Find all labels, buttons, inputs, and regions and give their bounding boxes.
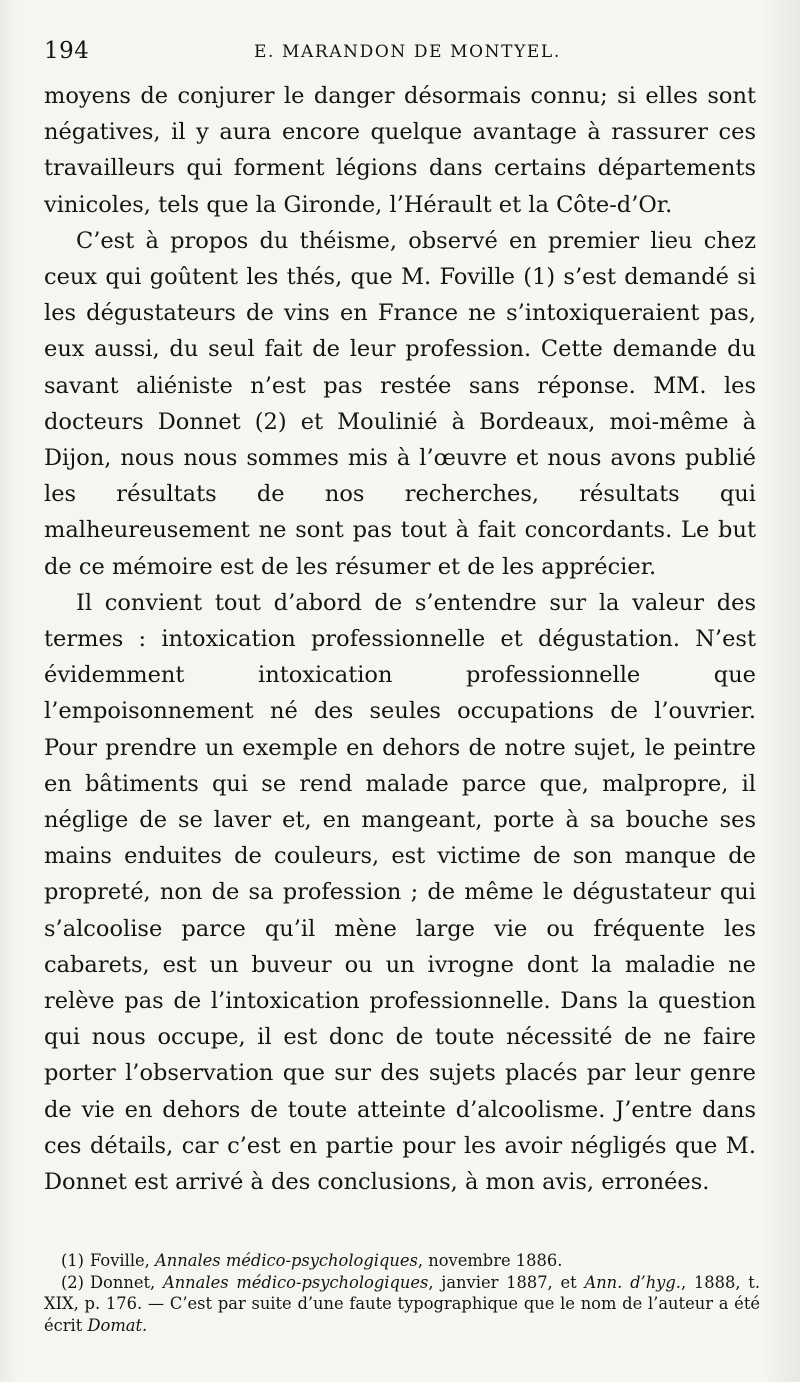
page-header xyxy=(44,38,756,68)
footnote-text: . xyxy=(142,1315,148,1335)
footnote-2 xyxy=(44,1272,760,1337)
footnote-text: , 1888, t. XIX, p. 176. — C’est par suite d’une faute typographique que le nom de l’auteur a été écrit xyxy=(44,1272,760,1335)
footnote-text: , novembre 1886. xyxy=(417,1251,563,1270)
body-text xyxy=(44,78,756,1200)
running-head: E. MARANDON DE MONTYEL. xyxy=(254,42,561,62)
footnote-journal-title: Ann. d’hyg. xyxy=(584,1272,681,1292)
footnote-text: Donnet, xyxy=(90,1272,163,1292)
paragraph: C’est à propos du théisme, observé en premier lieu chez ceux qui goûtent les thés, que M. Foville (1) s’est demandé si les dégustateurs de vins en France ne s’intoxiqueraient pas, eux aussi, du seul fait de leur profession. Cette demande du savant aliéniste n’est pas restée sans réponse. MM. les docteurs Donnet (2) et Moulinié à Bordeaux, moi-même à Dijon, nous nous sommes mis à l’œuvre et nous avons publié les résultats de nos recherches, résultats qui malheureusement ne sont pas tout à fait concordants. Le but de ce mémoire est de les résumer et de les apprécier. xyxy=(44,227,756,580)
paragraph: Il convient tout d’abord de s’entendre sur la valeur des termes : intoxication professionnelle et dégustation. N’est évidemment intoxication professionnelle que l’empoisonnement né des seules occupations de l’ouvrier. Pour prendre un exemple en dehors de notre sujet, le peintre en bâtiments qui se rend malade parce que, malpropre, il néglige de se laver et, en mangeant, porte à sa bouche ses mains enduites de couleurs, est victime de son manque de propreté, non de sa profession ; de même le dégustateur qui s’alcoolise parce qu’il mène large vie ou fréquente les cabarets, est un buveur ou un ivrogne dont la maladie ne relève pas de l’intoxication professionnelle. Dans la question qui nous occupe, il est donc de toute nécessité de ne faire porter l’observation que sur des sujets placés par leur genre de vie en dehors de toute atteinte d’alcoolisme. J’entre dans ces détails, car c’est en partie pour les avoir négligés que M. Donnet est arrivé à des conclusions, à mon avis, erronées. xyxy=(44,589,756,1196)
page-number: 194 xyxy=(44,38,90,64)
footnotes xyxy=(44,1250,760,1336)
paragraph: moyens de conjurer le danger désormais connu; si elles sont négatives, il y aura encore quelque avantage à rassurer ces travailleurs qui forment légions dans certains départements vinicoles, tels que la Gironde, l’Hérault et la Côte-d’Or. xyxy=(44,83,756,218)
footnote-text: , janvier 1887, et xyxy=(428,1272,585,1292)
footnote-1 xyxy=(44,1250,760,1272)
footnote-text: Foville, xyxy=(90,1251,156,1270)
footnote-journal-title: Annales médico-psychologiques xyxy=(162,1272,429,1292)
footnote-journal-title: Annales médico-psychologiques xyxy=(155,1251,418,1270)
footnote-number: (1) xyxy=(60,1251,84,1270)
footnote-number: (2) xyxy=(60,1272,84,1292)
footnote-author-misprint: Domat xyxy=(87,1315,143,1335)
